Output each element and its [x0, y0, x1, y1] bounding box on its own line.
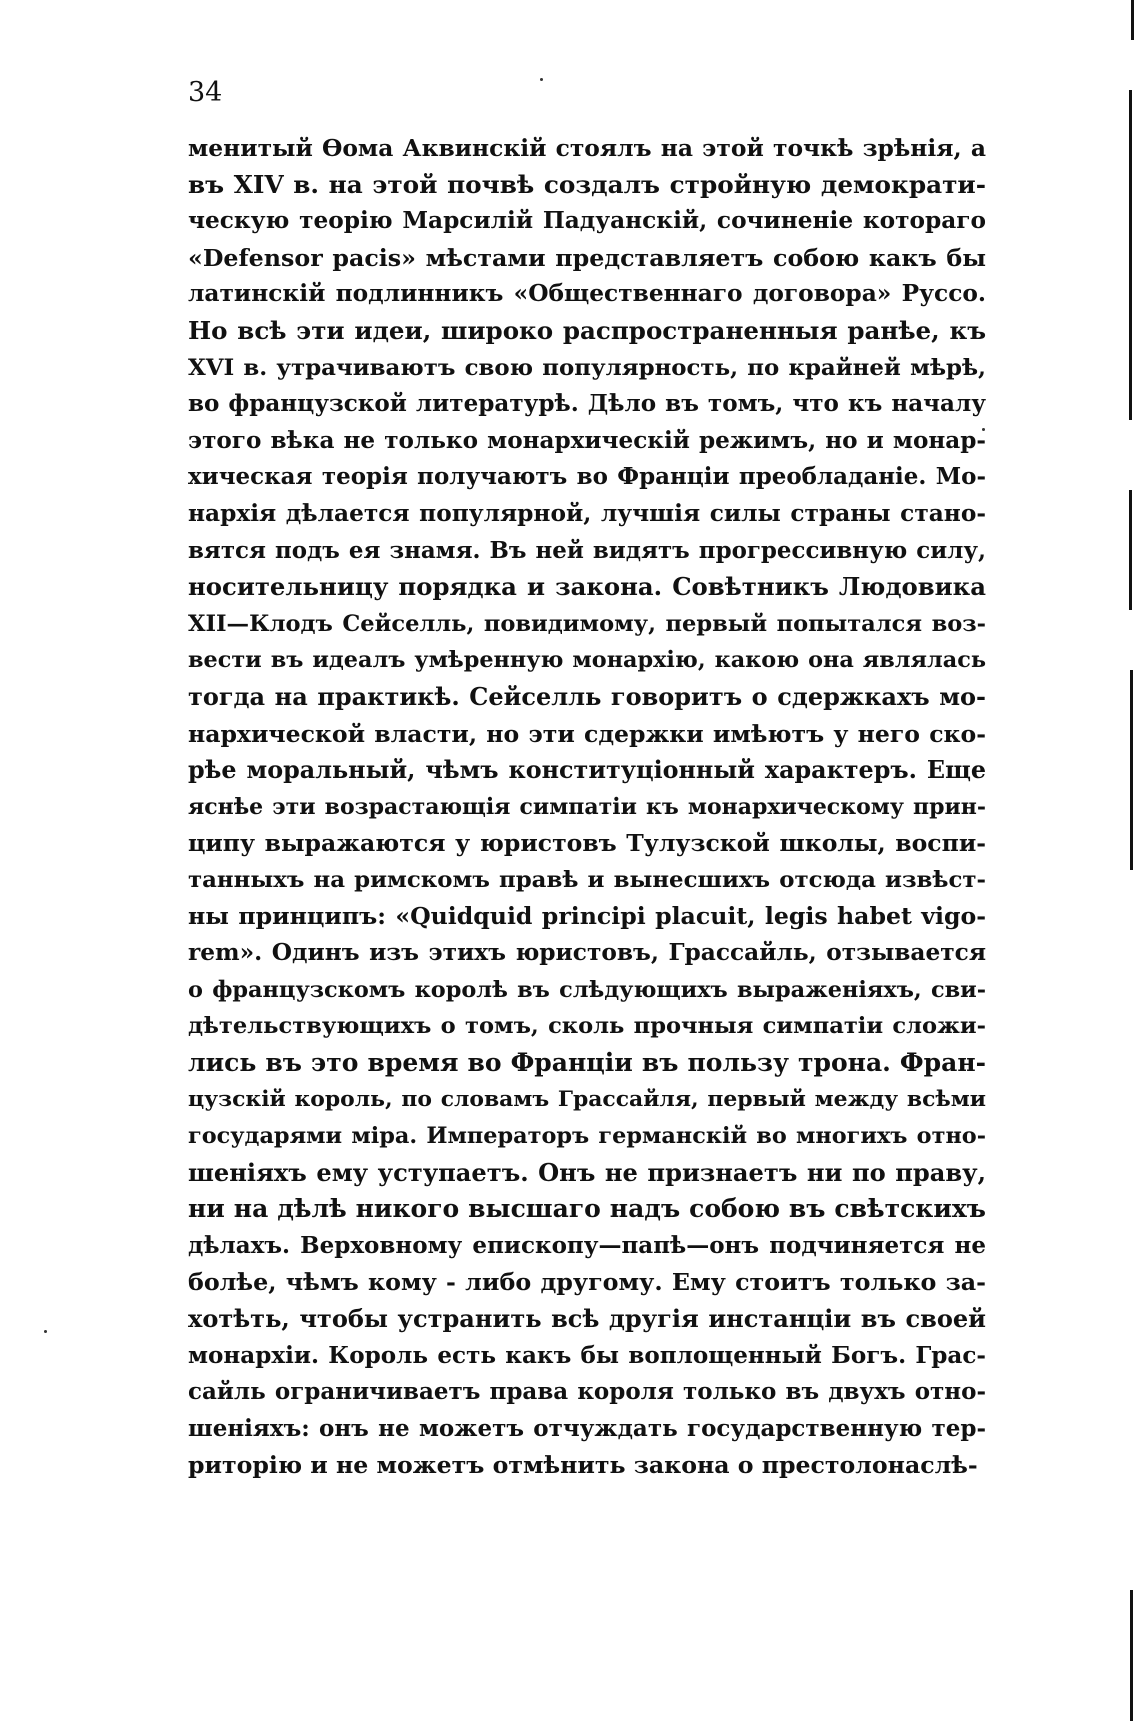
text-line: ни на дѣлѣ никого высшаго надъ собою въ свѣтскихъ — [188, 1194, 986, 1224]
text-line: ны принципъ: «Quidquid principi placuit, legis habet vigo- — [188, 902, 986, 931]
scan-border-mark — [1130, 670, 1133, 870]
text-line: вести въ идеалъ умѣренную монархію, какою она являлась — [188, 647, 986, 674]
scan-speck — [44, 1330, 47, 1333]
text-line: хическая теорія получаютъ во Франціи преобладаніе. Мо- — [188, 463, 986, 491]
text-line: монархіи. Король есть какъ бы воплощенный Богъ. Грас- — [188, 1341, 986, 1369]
text-line: сайль ограничиваетъ права короля только въ двухъ отно- — [188, 1378, 986, 1406]
text-line: во французской литературѣ. Дѣло въ томъ, что къ началу — [188, 390, 986, 418]
text-line: тогда на практикѣ. Сейселль говоритъ о сдержкахъ мо- — [188, 681, 986, 711]
text-line: риторію и не можетъ отмѣнить закона о престолонаслѣ- — [188, 1451, 978, 1480]
text-line: ческую теорію Марсилій Падуанскій, сочиненіе котораго — [188, 207, 986, 235]
text-line: лись въ это время во Франціи въ пользу трона. Фран- — [188, 1047, 986, 1077]
text-line: Но всѣ эти идеи, широко распространенныя ранѣе, къ — [188, 315, 986, 345]
scan-border-mark — [1131, 0, 1134, 40]
text-line: латинскій подлинникъ «Общественнаго договора» Руссо. — [188, 280, 986, 308]
text-line: шеніяхъ: онъ не можетъ отчуждать государственную тер- — [188, 1414, 986, 1442]
text-line: нархической власти, но эти сдержки имѣютъ у него ско- — [188, 719, 986, 748]
text-line: государями міра. Императоръ германскій во многихъ отно- — [188, 1123, 986, 1150]
scan-border-mark — [1129, 90, 1132, 420]
text-line: rem». Одинъ изъ этихъ юристовъ, Грассайль, отзывается — [188, 939, 986, 967]
text-line: о французскомъ королѣ въ слѣдующихъ выраженіяхъ, сви- — [188, 976, 986, 1003]
text-line: танныхъ на римскомъ правѣ и вынесшихъ отсюда извѣст- — [188, 866, 986, 893]
text-line: дѣтельствующихъ о томъ, сколь прочныя симпатіи сложи- — [188, 1013, 986, 1040]
text-line: вятся подъ ея знамя. Въ ней видятъ прогрессивную силу, — [188, 536, 986, 564]
text-line: «Defensor pacis» мѣстами представляетъ собою какъ бы — [188, 243, 986, 272]
text-line: болѣе, чѣмъ кому - либо другому. Ему стоитъ только за- — [188, 1268, 986, 1297]
text-line: яснѣе эти возрастающія симпатіи къ монархическому прин- — [188, 793, 986, 820]
text-line: XII—Клодъ Сейселль, повидимому, первый попытался воз- — [188, 610, 986, 637]
text-line: нархія дѣлается популярной, лучшія силы страны стано- — [188, 499, 986, 527]
page-number: 34 — [188, 77, 223, 108]
text-line: хотѣть, чтобы устранить всѣ другія инстанціи въ своей — [188, 1304, 986, 1333]
text-line: этого вѣка не только монархическій режимъ, но и монар- — [188, 426, 986, 454]
text-line: XVI в. утрачиваютъ свою популярность, по крайней мѣрѣ, — [188, 354, 986, 381]
scan-border-mark — [1130, 1590, 1133, 1721]
text-line: дѣлахъ. Верховному епископу—папѣ—онъ подчиняется не — [188, 1231, 986, 1259]
text-line: носительницу порядка и закона. Совѣтникъ Людовика — [188, 572, 986, 602]
scan-speck — [540, 78, 543, 81]
text-line: ципу выражаются у юристовъ Тулузской школы, воспи- — [188, 829, 986, 858]
body-text — [188, 130, 986, 1484]
text-line: въ XIV в. на этой почвѣ создалъ стройную демократи- — [188, 169, 986, 199]
text-line: менитый Ѳома Аквинскій стоялъ на этой точкѣ зрѣнія, а — [188, 134, 986, 162]
text-line: рѣе моральный, чѣмъ конституціонный характеръ. Еще — [188, 756, 986, 785]
text-line: шеніяхъ ему уступаетъ. Онъ не признаетъ ни по праву, — [188, 1157, 986, 1187]
text-line: цузскій король, по словамъ Грассайля, первый между всѣми — [188, 1086, 986, 1113]
scan-border-mark — [1129, 490, 1132, 610]
